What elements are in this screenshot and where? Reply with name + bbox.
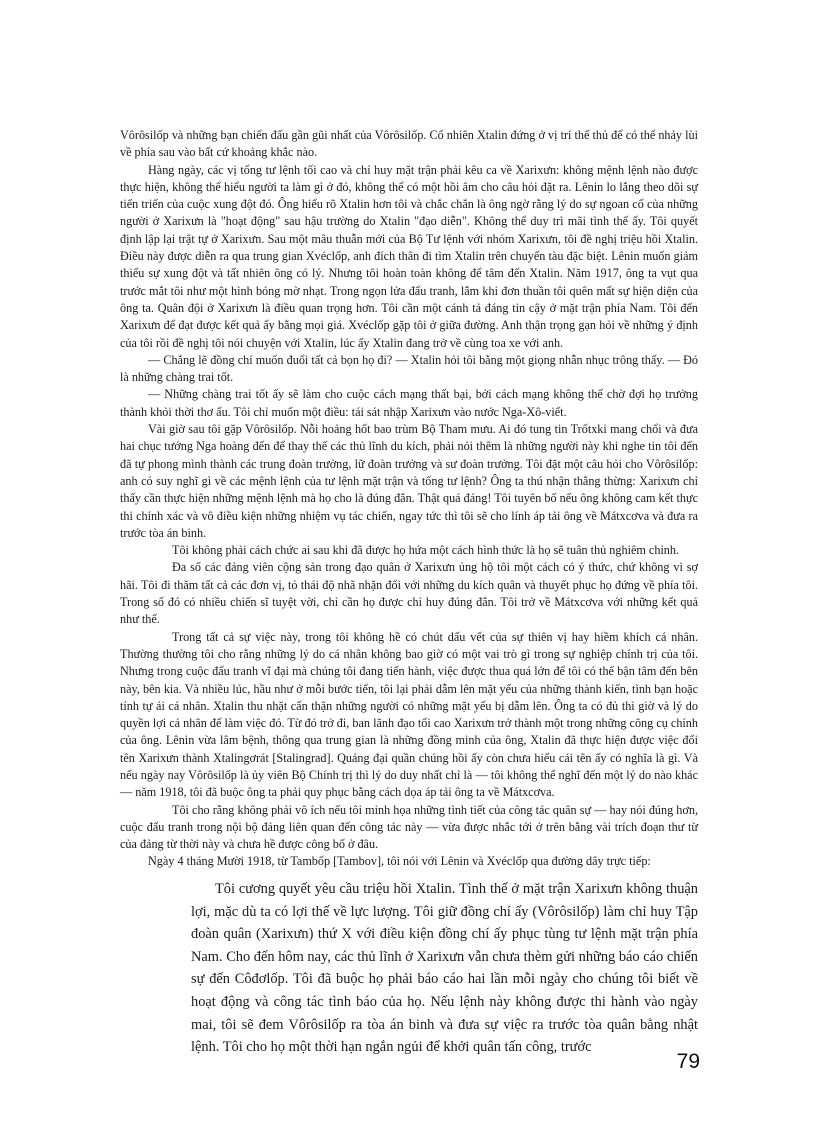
block-quote <box>191 878 698 1059</box>
paragraph-6: Tôi không phải cách chức ai sau khi đã được họ hứa một cách hình thức là họ sẽ tuân thủ nghiêm chỉnh. <box>172 543 680 558</box>
paragraph-8: Trong tất cả sự việc này, trong tôi không hề có chút dấu vết của sự thiên vị hay hiềm khích cá nhân. Thường thường tôi cho rằng những lý do cá nhân không bao giờ có một vai trò gì trong sự nghiệp chính trị của tôi. Nhưng trong cuộc đấu tranh vĩ đại mà chúng tôi đang tiến hành, việc được thua quá lớn để tôi có thể bận tâm đến bên này, bên kia. Và nhiều lúc, hầu như ở mỗi bước tiến, tôi lại phải dẫm lên mặt yếu của những thành kiến, tình bạn hoặc tính tự ái cá nhân. Xtalin thu nhặt cẩn thận những người có những mặt yếu bị dẫm lên. Ông ta có đủ thì giờ và lý do quyền lợi cá nhân để làm việc đó. Từ đó trở đi, ban lãnh đạo tối cao Xarixưn trở thành một trong những công cụ chính của ông. Lênin vừa lâm bệnh, thông qua trung gian là những đồng minh của ông, Xtalin đã thực hiện được việc đổi tên Xarixưn thành Xtalingơrát [Stalingrad]. Quảng đại quần chúng hồi ấy còn chưa hiểu cái tên ấy có nghĩa là gì. Và nếu ngày nay Vôrôsilốp là ủy viên Bộ Chính trị thì lý do duy nhất chỉ là — tôi không thể nghĩ đến một lý do nào khác — năm 1918, tôi đã buộc ông ta phải quy phục bằng cách dọa áp tải ông ta về Mátxcơva. <box>120 629 698 800</box>
paragraph-5: Vài giờ sau tôi gặp Vôrôsilốp. Nỗi hoảng hốt bao trùm Bộ Tham mưu. Ai đó tung tin Trốtxki mang chổi và đưa hai chục tướng Nga hoàng đến để thay thế các thủ lĩnh du kích, phải nói thêm là những người này khi nghe tin tôi đến đã tự phong mình thành các trung đoàn trưởng, lữ đoàn trưởng và sư đoàn trưởng. Tôi đặt một câu hỏi cho Vôrôsilốp: anh có suy nghĩ gì về các mệnh lệnh của tư lệnh mặt trận và tổng tư lệnh? Ông ta thú nhận thẳng thừng: Xarixưn chỉ thấy cần thực hiện những mệnh lệnh mà họ cho là đúng đắn. Thật quá đáng! Tôi tuyên bố nếu ông không cam kết thực thi chính xác và vô điều kiện những nhiệm vụ tác chiến, ngay tức thì tôi sẽ cho lính áp tải ông về Mátxcơva và đưa ra trước tòa án binh. <box>120 422 698 540</box>
paragraph-2: Hàng ngày, các vị tổng tư lệnh tối cao và chỉ huy mặt trận phải kêu ca về Xarixưn: không mệnh lệnh nào được thực hiện, không thể hiểu người ta làm gì ở đó, không thể có một hồi âm cho câu hỏi đặt ra. Lênin lo lắng theo dõi sự tiến triển của cuộc xung đột đó. Ông hiểu rõ Xtalin hơn tôi và chắc chắn là ông ngờ rằng lý do sự ngoan cố của những người ở Xarixưn là "hoạt động" sau hậu trường do Xtalin "đạo diễn". Không thể duy trì mãi tình thế ấy. Tôi quyết định lập lại trật tự ở Xarixưn. Sau một mâu thuẫn mới của Bộ Tư lệnh với nhóm Xarixưn, tôi đề nghị triệu hồi Xtalin. Điều này được diễn ra qua trung gian Xvéclốp, anh đích thân đi tìm Xtalin trên chuyến tàu đặc biệt. Lênin muốn giảm thiểu sự xung đột và tất nhiên ông có lý. Nhưng tôi hoàn toàn không để tâm đến Xtalin. Năm 1917, ông ta vụt qua trước mắt tôi như một hình bóng mờ nhạt. Trong ngọn lửa đấu tranh, lắm khi đơn thuần tôi quên mất sự hiện diện của ông ta. Quân đội ở Xarixưn là điều quan trọng hơn. Tôi cần một cánh tả đáng tin cậy ở mặt trận phía Nam. Tôi đến Xarixưn để đạt được kết quả ấy bằng mọi giá. Xvéclốp gặp tôi ở giữa đường. Anh thận trọng gạn hỏi về những ý định của tôi rồi đề nghị tôi nói chuyện với Xtalin, lúc ấy Xtalin đang trở về cùng toa xe với anh. <box>120 162 698 350</box>
paragraph-7: Đa số các đảng viên cộng sản trong đạo quân ở Xarixưn ủng hộ tôi một cách có ý thức, chứ không vì sợ hãi. Tôi đi thăm tất cả các đơn vị, tỏ thái độ nhã nhặn đối với những du kích quân và thuyết phục họ đứng về phía tôi. Trong số đó có nhiều chiến sĩ tuyệt vời, chỉ cần họ được chỉ huy đúng đắn. Tôi trở về Mátxcơva với những kết quả như thế. <box>120 560 698 627</box>
page-number: 79 <box>676 1050 700 1073</box>
body-text <box>120 127 698 871</box>
paragraph-4: — Những chàng trai tốt ấy sẽ làm cho cuộc cách mạng thất bại, bởi cách mạng không thể chờ đợi họ trưởng thành khỏi thời thơ ấu. Tôi chỉ muốn một điều: tái sát nhập Xarixưn vào nước Nga-Xô-viết. <box>120 387 698 419</box>
paragraph-1: Vôrôsilốp và những bạn chiến đấu gần gũi nhất của Vôrôsilốp. Cố nhiên Xtalin đứng ở vị trí thế thủ để có thể nhảy lùi về phía sau vào bất cứ khoảng khắc nào. <box>120 128 698 160</box>
paragraph-10: Ngày 4 tháng Mười 1918, từ Tambốp [Tambov], tôi nói với Lênin và Xvéclốp qua đường dây trực tiếp: <box>148 854 651 869</box>
quote-text: Tôi cương quyết yêu cầu triệu hồi Xtalin. Tình thế ở mặt trận Xarixưn không thuận lợi, mặc dù ta có lợi thế về lực lượng. Tôi giữ đồng chí ấy (Vôrôsilốp) làm chỉ huy Tập đoàn quân (Xarixưn) thứ X với điều kiện đồng chí ấy phục tùng tư lệnh mặt trận phía Nam. Cho đến hôm nay, các thủ lĩnh ở Xarixưn vẫn chưa thèm gửi những báo cáo chiến sự đến Côđơlốp. Tôi đã buộc họ phải báo cáo hai lần mỗi ngày cho chúng tôi biết về hoạt động và công tác tình báo của họ. Nếu lệnh này không được thi hành vào ngày mai, tôi sẽ đem Vôrôsilốp ra tòa án binh và đưa sự việc ra trước tòa quân bằng nhật lệnh. Tôi cho họ một thời hạn ngắn ngủi để khởi quân tấn công, trước <box>191 881 698 1056</box>
paragraph-3: — Chẳng lẽ đồng chí muốn đuổi tất cả bọn họ đi? — Xtalin hỏi tôi bằng một giọng nhẫn nhục trông thấy. — Đó là những chàng trai tốt. <box>120 352 698 385</box>
paragraph-9: Tôi cho rằng không phải vô ích nếu tôi minh họa những tình tiết của công tác quân sự — hay nói đúng hơn, cuộc đấu tranh trong nội bộ đảng liên quan đến công tác này — vừa được nhắc tới ở trên bằng vài trích đoạn thư từ của đảng từ thời này và chưa hề được công bố ở đâu. <box>120 802 698 852</box>
